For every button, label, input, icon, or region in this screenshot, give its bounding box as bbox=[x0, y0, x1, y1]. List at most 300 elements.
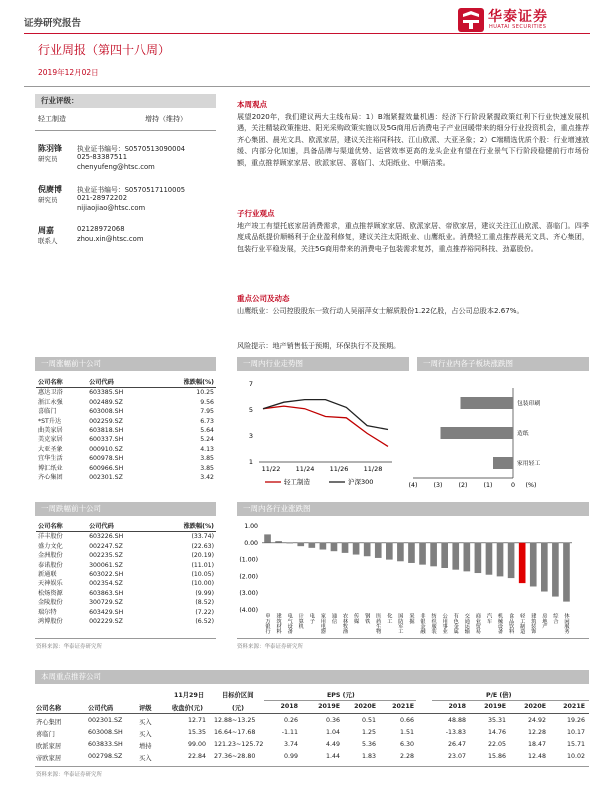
cell-code: 603226.SH bbox=[89, 533, 124, 541]
analyst-role: 研究员 bbox=[38, 196, 58, 204]
cell-change: (8.52) bbox=[195, 599, 214, 607]
y-tick-label: (2.00) bbox=[239, 573, 258, 581]
h-name: 公司名称 bbox=[36, 705, 62, 712]
value-cell: 48.88 bbox=[447, 717, 466, 724]
cell-name: 金陵股份 bbox=[38, 599, 63, 607]
trend-line-chart bbox=[237, 374, 412, 494]
recommend-rule bbox=[35, 766, 589, 767]
losers-table bbox=[36, 522, 216, 626]
bar bbox=[541, 543, 548, 592]
legend-label: 轻工制造 bbox=[284, 478, 310, 486]
table-row bbox=[36, 454, 216, 463]
x-tick-label: 11/26 bbox=[329, 465, 349, 473]
bar bbox=[508, 543, 515, 578]
cell-code: 603385.SH bbox=[89, 389, 124, 397]
y-tick-label: (4.00) bbox=[239, 607, 258, 614]
title-rule bbox=[24, 86, 590, 87]
category-label: 公用事业 bbox=[441, 613, 448, 634]
value-cell: 18.47 bbox=[527, 741, 546, 748]
value-cell: 1.44 bbox=[325, 753, 340, 760]
table-row bbox=[36, 417, 216, 426]
cell-code: 603863.SH bbox=[89, 589, 124, 597]
cell-code: 600337.SH bbox=[89, 436, 124, 444]
cell-code: 002229.SZ bbox=[89, 618, 123, 626]
bar bbox=[530, 543, 537, 587]
cell-name: 洋丰股份 bbox=[38, 533, 63, 541]
value-cell: 1.51 bbox=[399, 729, 414, 736]
bar bbox=[497, 543, 504, 577]
cell-name: 天神娱乐 bbox=[38, 580, 63, 588]
industry-bar-chart bbox=[232, 520, 592, 638]
value-cell: 0.26 bbox=[283, 717, 298, 724]
bar bbox=[441, 427, 514, 439]
value-cell: 0.36 bbox=[325, 717, 340, 724]
analyst-email[interactable]: chenyufeng@htsc.com bbox=[77, 163, 155, 171]
sub-sector-bar-chart bbox=[405, 374, 595, 496]
bar bbox=[408, 543, 415, 563]
y-tick-label: (3.00) bbox=[239, 590, 258, 598]
cell-code: 603818.SH bbox=[89, 427, 124, 435]
table-row bbox=[36, 570, 216, 579]
header-rule bbox=[24, 33, 590, 34]
value-cell: 14.76 bbox=[487, 729, 506, 736]
brand-name-en: HUATAI SECURITIES bbox=[489, 24, 547, 30]
cell-name: 曲美家居 bbox=[38, 427, 63, 435]
category-label: 非银金融 bbox=[419, 613, 426, 634]
cell-code: 002301.SZ bbox=[89, 474, 123, 482]
value-cell: 27.36~28.80 bbox=[214, 753, 256, 760]
losers-rule bbox=[35, 638, 216, 639]
cell-name: 松炀资源 bbox=[38, 589, 63, 597]
sub-title: 子行业观点 bbox=[237, 209, 275, 218]
chart-rule bbox=[237, 638, 589, 639]
y-tick-label: 1 bbox=[248, 458, 253, 466]
eps-rule bbox=[264, 700, 416, 701]
value-cell: 24.92 bbox=[527, 717, 546, 724]
y-tick-label: 0.00 bbox=[244, 539, 258, 547]
analyst-phone: 021-28972202 bbox=[77, 194, 128, 202]
x-tick-label: (3) bbox=[433, 482, 443, 489]
company-code: 002798.SZ bbox=[88, 753, 123, 760]
category-label: 机械设备 bbox=[497, 613, 504, 634]
value-cell: 6.30 bbox=[399, 741, 414, 748]
bar bbox=[286, 543, 293, 544]
brand-logo bbox=[458, 6, 590, 34]
analyst-3 bbox=[38, 225, 218, 255]
analyst-name: 周嘉 bbox=[38, 226, 54, 235]
year-header: 2021E bbox=[563, 703, 585, 710]
cell-name: 博汇纸业 bbox=[38, 464, 63, 472]
h-code: 公司代码 bbox=[88, 705, 114, 712]
y-tick-label: 7 bbox=[248, 380, 253, 388]
table-row bbox=[36, 426, 216, 435]
cell-code: 002247.SZ bbox=[89, 542, 123, 550]
category-label: 申万银行 bbox=[264, 613, 271, 634]
cell-code: 002235.SZ bbox=[89, 552, 123, 560]
value-cell: 0.99 bbox=[283, 753, 298, 760]
bar bbox=[342, 543, 349, 553]
company-name: 欧派家居 bbox=[36, 743, 62, 750]
rating-rule bbox=[35, 130, 216, 131]
value-cell: 4.49 bbox=[325, 741, 340, 748]
value-cell: 15.71 bbox=[566, 741, 585, 748]
value-cell: 12.48 bbox=[527, 753, 546, 760]
table-row bbox=[36, 542, 216, 551]
rating-cell: 增持 bbox=[139, 743, 152, 750]
cell-name: 新通联 bbox=[38, 571, 57, 579]
bar bbox=[309, 543, 316, 548]
cell-change: (7.22) bbox=[195, 608, 214, 616]
table-row bbox=[36, 398, 216, 407]
year-header: 2018 bbox=[280, 703, 298, 710]
value-cell: 22.84 bbox=[187, 753, 206, 760]
value-cell: 5.36 bbox=[361, 741, 376, 748]
cell-change: (10.05) bbox=[191, 571, 214, 579]
value-cell: 121.23~125.72 bbox=[214, 741, 264, 748]
brand-name-cn: 华泰证券 bbox=[488, 9, 548, 25]
value-cell: 1.83 bbox=[361, 753, 376, 760]
brand-logo-icon bbox=[458, 8, 484, 32]
company-code: 603008.SH bbox=[88, 729, 123, 736]
sub-sector-header bbox=[417, 357, 589, 371]
cell-code: 300061.SZ bbox=[89, 561, 123, 569]
bar bbox=[419, 543, 426, 565]
cell-change: (6.52) bbox=[195, 618, 214, 626]
value-cell: 10.17 bbox=[566, 729, 585, 736]
page-title: 行业周报（第四十八周） bbox=[38, 43, 171, 57]
h-rating: 评级 bbox=[139, 705, 152, 712]
gainers-header bbox=[35, 357, 216, 371]
category-label: 汽车 bbox=[485, 613, 492, 624]
x-tick-label: 0 bbox=[510, 482, 516, 489]
value-cell: 12.71 bbox=[187, 717, 206, 724]
chart-source: 资料来源：华泰证券研究所 bbox=[237, 644, 304, 650]
value-cell: 12.28 bbox=[527, 729, 546, 736]
cell-change: 5.64 bbox=[200, 427, 214, 435]
category-label: 纺织服装 bbox=[430, 613, 437, 634]
value-cell: 3.74 bbox=[283, 741, 298, 748]
table-row bbox=[36, 388, 216, 398]
cell-change: (33.74) bbox=[191, 533, 214, 541]
header-rule bbox=[36, 713, 589, 714]
recommend-title: 本周重点推荐公司 bbox=[41, 672, 101, 681]
company-name: 喜临门 bbox=[36, 731, 55, 738]
rating-cell: 买入 bbox=[139, 755, 152, 762]
analyst-phone: 025-83387511 bbox=[77, 153, 128, 161]
recommend-header bbox=[35, 670, 589, 684]
industry-title: 一周内各行业涨跌图 bbox=[243, 504, 311, 513]
category-label: 国防军工 bbox=[397, 613, 404, 634]
table-row bbox=[36, 532, 216, 542]
h-eps: EPS (元) bbox=[327, 692, 355, 699]
y-tick-label: 5 bbox=[248, 406, 253, 414]
category-label: 有色金属 bbox=[452, 613, 459, 634]
table-row bbox=[36, 464, 216, 473]
col-code: 公司代码 bbox=[89, 523, 114, 530]
company-name: 帝欧家居 bbox=[36, 755, 62, 762]
category-label: 传媒 bbox=[353, 613, 360, 624]
analyst-1 bbox=[38, 143, 218, 187]
cell-code: 600966.SH bbox=[89, 464, 124, 472]
category-label: 家用电器 bbox=[319, 613, 326, 634]
gainers-title: 一周涨幅前十公司 bbox=[41, 359, 101, 368]
value-cell: 15.35 bbox=[187, 729, 206, 736]
cell-name: 宜华生活 bbox=[38, 455, 63, 463]
report-date: 2019年12月02日 bbox=[38, 68, 99, 77]
category-label: 采掘 bbox=[408, 613, 415, 624]
analyst-block bbox=[38, 143, 218, 255]
h-price: 收盘价(元) bbox=[172, 705, 203, 712]
news-title: 重点公司及动态 bbox=[237, 294, 290, 303]
rating-value: 增持（维持） bbox=[145, 115, 187, 123]
table-row bbox=[36, 435, 216, 444]
category-label: 造纸 bbox=[517, 431, 529, 437]
cell-name: 盛力文化 bbox=[38, 542, 63, 550]
bar bbox=[375, 543, 382, 558]
category-label: 医药生物 bbox=[375, 613, 382, 634]
pe-rule bbox=[432, 700, 589, 701]
col-name: 公司名称 bbox=[38, 379, 63, 386]
cell-change: 9.56 bbox=[200, 398, 214, 406]
cell-change: 6.73 bbox=[200, 417, 214, 425]
bar bbox=[493, 457, 513, 469]
rating-industry: 轻工制造 bbox=[38, 115, 66, 123]
value-cell: 2.28 bbox=[399, 753, 414, 760]
x-tick-label: (1) bbox=[483, 482, 493, 489]
value-cell: 23.07 bbox=[447, 753, 466, 760]
value-cell: 19.26 bbox=[566, 717, 585, 724]
risk-note: 风险提示：地产销售低于预期，环保执行不及预期。 bbox=[237, 341, 401, 350]
analyst-phone: 02128972068 bbox=[77, 225, 125, 233]
value-cell: 1.04 bbox=[325, 729, 340, 736]
x-tick-label: (2) bbox=[458, 482, 468, 489]
year-header: 2020E bbox=[524, 703, 546, 710]
bar bbox=[297, 543, 304, 546]
cell-change: 3.42 bbox=[200, 474, 214, 482]
analyst-license: 执业证书编号：S0570513090004 bbox=[77, 145, 186, 153]
table-row bbox=[36, 589, 216, 598]
news-body: 山鹰纸业：公司控股股东一致行动人吴丽萍女士解质股份1.22亿股，占公司总股本2.67%。 bbox=[237, 306, 524, 315]
cell-name: 惠达卫浴 bbox=[38, 389, 63, 397]
category-label: 房地产 bbox=[541, 613, 548, 629]
losers-header bbox=[35, 502, 216, 516]
bar bbox=[353, 543, 360, 555]
value-cell: -13.83 bbox=[445, 729, 466, 736]
category-label: 食品饮料 bbox=[508, 613, 515, 634]
sub-sector-title: 一周行业内各子板块涨跌图 bbox=[423, 359, 513, 368]
series-line bbox=[263, 400, 388, 430]
year-header: 2019E bbox=[484, 703, 506, 710]
bar bbox=[452, 543, 459, 570]
table-header-row bbox=[36, 378, 216, 388]
report-category: 证券研究报告 bbox=[24, 18, 82, 29]
cell-change: 4.13 bbox=[200, 445, 214, 453]
category-label: 综合 bbox=[552, 613, 559, 624]
x-tick-label: 11/28 bbox=[363, 465, 383, 473]
value-cell: 1.25 bbox=[361, 729, 376, 736]
cell-change: 3.85 bbox=[200, 455, 214, 463]
h-date: 11月29日 bbox=[174, 692, 205, 699]
category-label: 钢铁 bbox=[364, 613, 371, 624]
analyst-license: 执业证书编号：S0570517110005 bbox=[77, 186, 186, 194]
y-tick-label: 1.00 bbox=[244, 523, 258, 530]
category-label: 化工 bbox=[386, 613, 393, 624]
value-cell: 16.64~17.68 bbox=[214, 729, 256, 736]
analyst-email[interactable]: zhou.xin@htsc.com bbox=[77, 235, 144, 243]
h-target: 目标价区间 bbox=[222, 692, 254, 699]
cell-code: 000910.SZ bbox=[89, 445, 123, 453]
view-title: 本周观点 bbox=[237, 100, 267, 109]
table-row bbox=[36, 598, 216, 607]
rating-cell: 买入 bbox=[139, 731, 152, 738]
category-label: 商业贸易 bbox=[474, 613, 481, 634]
cell-change: (9.99) bbox=[195, 589, 214, 597]
category-label: 建筑装饰 bbox=[530, 613, 537, 634]
value-cell: 12.88~13.25 bbox=[214, 717, 256, 724]
col-name: 公司名称 bbox=[38, 523, 63, 530]
analyst-role: 研究员 bbox=[38, 155, 58, 163]
rating-heading: 行业评级： bbox=[41, 96, 79, 105]
h-pe: P/E (倍) bbox=[486, 692, 512, 699]
cell-change: 3.85 bbox=[200, 464, 214, 472]
value-cell: 0.66 bbox=[399, 717, 414, 724]
company-code: 603833.SH bbox=[88, 741, 123, 748]
industry-header bbox=[237, 502, 589, 516]
analyst-name: 陈羽锋 bbox=[38, 144, 62, 153]
col-change: 涨跌幅(%) bbox=[183, 379, 214, 386]
value-cell: 15.86 bbox=[487, 753, 506, 760]
h-unit: (元) bbox=[232, 705, 245, 712]
view-body: 展望2020年，我们建议两大主线布局：1）B端紧握效量机遇：经济下行阶段紧握政策红利下行业快速发展机遇，关注精装政策推进、阳光采购政策实施以及5G商用后消费电子产业回暖带来的细分行业投资机会，重点推荐齐心集团、晨光文具、欧派家居，建议关注裕同科技、江山欧派、大亚圣象；2）C端精选优质个股：行业增速放缓、内部分化加速，具备品牌与渠道优势、运营效率更高的龙头企业有望在行业景气下行阶段稳健前行市场份额，重点推荐顾家家居、欧派家居、喜临门、太阳纸业、中顺洁柔。 bbox=[237, 112, 589, 167]
bar bbox=[519, 543, 526, 583]
category-label: 农林牧渔 bbox=[342, 613, 349, 634]
cell-change: 7.95 bbox=[200, 408, 214, 416]
col-code: 公司代码 bbox=[89, 379, 114, 386]
table-row bbox=[36, 445, 216, 454]
table-row bbox=[36, 579, 216, 588]
category-label: 通信 bbox=[330, 613, 337, 624]
bar bbox=[386, 543, 393, 560]
cell-name: *ST升达 bbox=[38, 417, 62, 425]
year-header: 2020E bbox=[354, 703, 376, 710]
analyst-role: 联系人 bbox=[38, 237, 58, 245]
table-row bbox=[36, 608, 216, 617]
cell-code: 002354.SZ bbox=[89, 580, 123, 588]
category-label: 交通运输 bbox=[463, 613, 470, 634]
cell-code: 600978.SH bbox=[89, 455, 124, 463]
cell-code: 603008.SH bbox=[89, 408, 124, 416]
year-header: 2021E bbox=[392, 703, 414, 710]
table-row bbox=[36, 473, 216, 482]
bar bbox=[563, 543, 570, 602]
cell-code: 603022.SH bbox=[89, 571, 124, 579]
bar bbox=[331, 543, 338, 551]
company-name: 齐心集团 bbox=[36, 719, 62, 726]
gainers-table bbox=[36, 378, 216, 482]
cell-code: 603429.SH bbox=[89, 608, 124, 616]
losers-source: 资料来源：华泰证券研究所 bbox=[36, 644, 103, 650]
value-cell: 22.05 bbox=[487, 741, 506, 748]
cell-name: 鸿博股份 bbox=[38, 618, 63, 626]
category-label: 包装印刷 bbox=[517, 401, 541, 407]
value-cell: 35.31 bbox=[487, 717, 506, 724]
bar bbox=[464, 543, 471, 572]
analyst-name: 倪赓博 bbox=[38, 185, 62, 194]
trend-title: 一周内行业走势图 bbox=[243, 359, 303, 368]
value-cell: 99.00 bbox=[187, 741, 206, 748]
category-label: 计算机 bbox=[297, 613, 304, 629]
cell-code: 002489.SZ bbox=[89, 398, 123, 406]
cell-code: 300729.SZ bbox=[89, 599, 123, 607]
cell-code: 002259.SZ bbox=[89, 417, 123, 425]
bar bbox=[264, 534, 271, 542]
value-cell: 0.51 bbox=[361, 717, 376, 724]
rating-header bbox=[35, 94, 216, 108]
bar bbox=[475, 543, 482, 573]
bar bbox=[364, 543, 371, 556]
bar bbox=[461, 397, 514, 409]
category-label: 电子 bbox=[308, 613, 315, 624]
company-code: 002301.SZ bbox=[88, 717, 123, 724]
cell-change: (11.01) bbox=[191, 561, 214, 569]
legend-label: 沪深300 bbox=[348, 478, 374, 486]
cell-name: 金洲股份 bbox=[38, 552, 63, 560]
bar bbox=[320, 543, 327, 550]
category-label: 家用轻工 bbox=[517, 461, 541, 467]
x-tick-label: 11/22 bbox=[261, 465, 281, 473]
bar bbox=[430, 543, 437, 567]
x-tick-label: 11/24 bbox=[295, 465, 315, 473]
table-row bbox=[36, 407, 216, 416]
analyst-email[interactable]: nijiaojiao@htsc.com bbox=[77, 204, 146, 212]
category-label: 休闲服务 bbox=[563, 613, 570, 634]
unit-label: (%) bbox=[525, 482, 537, 489]
cell-name: 喜临门 bbox=[38, 408, 57, 416]
y-tick-label: 3 bbox=[248, 432, 253, 440]
cell-change: (22.63) bbox=[191, 542, 214, 550]
cell-name: 瑞尔特 bbox=[38, 608, 57, 616]
year-header: 2018 bbox=[448, 703, 466, 710]
value-cell: -1.11 bbox=[281, 729, 298, 736]
analyst-2 bbox=[38, 184, 218, 228]
bar bbox=[275, 541, 282, 543]
y-tick-label: (1.00) bbox=[239, 556, 258, 564]
col-change: 涨跌幅(%) bbox=[183, 523, 214, 530]
bar bbox=[397, 543, 404, 561]
cell-change: (10.00) bbox=[191, 580, 214, 588]
cell-change: (20.19) bbox=[191, 552, 214, 560]
cell-name: 美克家居 bbox=[38, 436, 63, 444]
cell-change: 5.24 bbox=[200, 436, 214, 444]
trend-header bbox=[237, 357, 409, 371]
cell-change: 10.25 bbox=[196, 389, 214, 397]
x-tick-label: (4) bbox=[408, 482, 418, 489]
value-cell: 10.02 bbox=[566, 753, 585, 760]
cell-name: 浙江永强 bbox=[38, 398, 63, 406]
category-label: 轻工制造 bbox=[519, 613, 526, 634]
rating-cell: 买入 bbox=[139, 719, 152, 726]
recommend-source: 资料来源：华泰证券研究所 bbox=[36, 772, 103, 778]
year-header: 2019E bbox=[318, 703, 340, 710]
table-row bbox=[36, 551, 216, 560]
bar bbox=[486, 543, 493, 575]
bar bbox=[552, 543, 559, 597]
cell-name: 泰诺股份 bbox=[38, 561, 63, 569]
category-label: 电气设备 bbox=[286, 613, 293, 634]
sub-body: 地产竣工有望托底家居消费需求，重点推荐顾家家居、欧派家居、帝欧家居，建议关注江山欧派、喜临门。四季度成品纸提价顺畅利于企业盈利修复，建议关注太阳纸业、山鹰纸业。消费轻工重点推荐晨光文具、齐心集团，包装行业平稳发展，关注5G商用带来的消费电子包装需求复苏，重点推荐裕同科技、劲嘉股份。 bbox=[237, 221, 589, 253]
value-cell: 26.47 bbox=[447, 741, 466, 748]
table-row bbox=[36, 561, 216, 570]
